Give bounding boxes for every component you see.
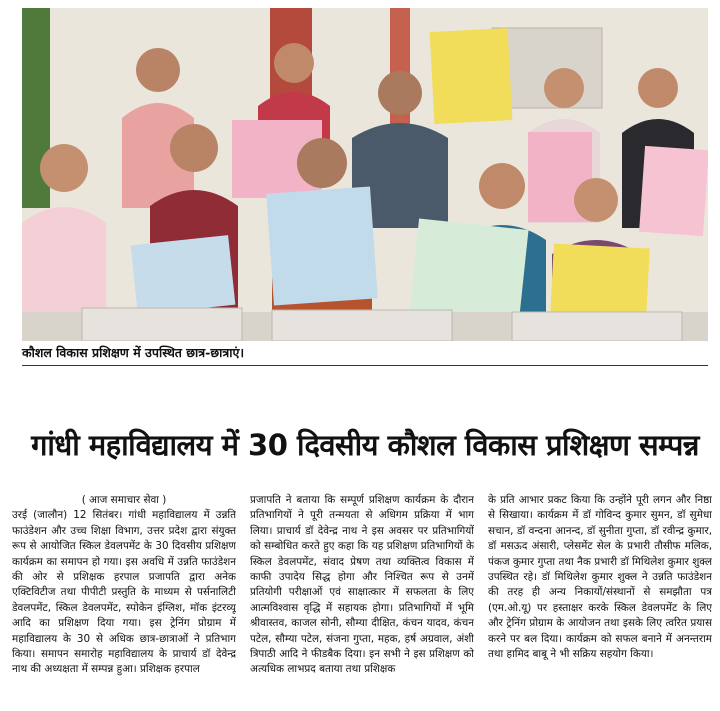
article-text-col1: उरई (जालौन) 12 सितंबर। गांधी महाविद्यालय में उन्नति फाउंडेशन और उच्च शिक्षा विभाग, उत्तर प्रदेश द्वारा संयुक्त रूप से आयोजित स्किल डेवलपमेंट के 30 दिवसीय प्रशिक्षण कार्यक्रम का समापन हो गया। इस अवधि में उन्नति फाउंडेशन की ओर से प्रशिक्षक हरपाल प्रजापति द्वारा अनेक एक्टिविटीज तथा पीपीटी प्रस्तुति के माध्यम से पर्सनालिटी डेवलपमेंट, स्किल डेवलपमेंट, स्पोकेन इंग्लिश, मॉक इंटरव्यू आदि का प्रशिक्षण दिया गया। इस ट्रेनिंग प्रोग्राम में महाविद्यालय के 30 से अधिक छात्र-छात्राओं ने प्रतिभाग किया। समापन समारोह महाविद्यालय के प्राचार्य डॉ देवेन्द्र नाथ की अध्यक्षता में सम्पन्न हुआ। प्रशिक्षक हरपाल (12, 509, 236, 676)
article-text-col2: प्रजापति ने बताया कि सम्पूर्ण प्रशिक्षण कार्यक्रम के दौरान प्रतिभागियों ने पूरी तन्मयता से अधिगम प्रक्रिया में भाग लिया। प्राचार्य डॉ देवेन्द्र नाथ ने इस अवसर पर प्रतिभागियों को सम्बोधित करते हुए कहा कि यह प्रशिक्षण प्रतिभागियों के स्किल डेवलपमेंट, संवाद प्रेषण तथा व्यक्तित्व विकास में काफी उपादेय सिद्ध होगा और निश्चित रूप से उनमें प्रतियोगी परीक्षाओं एवं साक्षात्कार में सफलता के लिए आत्मविश्वास वृद्धि में सहायक होगा। प्रतिभागियों में भूमि श्रीवास्तव, काजल सोनी, सौम्या दीक्षित, कंचन यादव, कंचन पटेल, सौम्या पटेल, संजना गुप्ता, महक, हर्ष अग्रवाल, अंशी त्रिपाठी आदि ने फीडबैक दिया। इन सभी ने इस प्रशिक्षण को अत्यधिक लाभप्रद बताया तथा प्रशिक्षक (250, 494, 474, 676)
caption-divider (22, 365, 708, 366)
photo-laptop-center (272, 310, 452, 341)
photo-laptop-left (82, 308, 242, 341)
poster-yellow-back (430, 28, 513, 124)
photo-caption: कौशल विकास प्रशिक्षण में उपस्थित छात्र-छात्राएं। (22, 345, 245, 360)
poster-yellow-front (550, 244, 650, 319)
article-column-1 (12, 493, 236, 705)
poster-blue-left (131, 235, 236, 315)
news-source: ( आज समाचार सेवा ) (81, 494, 167, 506)
article-column-2 (250, 493, 474, 705)
article-body (12, 493, 712, 705)
poster-blue-center (266, 187, 378, 306)
students-photo-illustration (22, 8, 708, 341)
poster-green-center (409, 219, 528, 322)
news-photo (22, 8, 708, 341)
poster-pink-far-right (639, 146, 708, 236)
photo-laptop-right (512, 312, 682, 341)
article-column-3 (488, 493, 712, 705)
article-text-col3: के प्रति आभार प्रकट किया कि उन्होंने पूरी लगन और निष्ठा से सिखाया। कार्यक्रम में डॉ गोविन्द कुमार सुमन, डॉ सुमेधा सचान, डॉ वन्दना आनन्द, डॉ सुनीता गुप्ता, डॉ रवीन्द्र कुमार, डॉ मसऊद अंसारी, प्लेसमेंट सेल के प्रभारी तौसीफ मलिक, पंकज कुमार गुप्ता तथा नैक प्रभारी डॉ मिथिलेश कुमार शुक्ल उपस्थित रहे। डॉ मिथिलेश कुमार शुक्ल ने उन्नति फाउंडेशन की तरह ही अन्य निकायों/संस्थानों से समझौता पत्र (एम.ओ.यू) पर हस्ताक्षर करके स्किल डेवलपमेंट के लिए और ट्रेनिंग प्रोग्राम के आयोजन तथा इसके लिए त्वरित प्रयास करने पर बल दिया। कार्यक्रम को सफल बनाने में अनन्तराम तथा हामिद बाबू ने भी सक्रिय सहयोग किया। (488, 494, 712, 661)
headline: गांधी महाविद्यालय में 30 दिवसीय कौशल विकास प्रशिक्षण सम्पन्न (31, 427, 699, 462)
